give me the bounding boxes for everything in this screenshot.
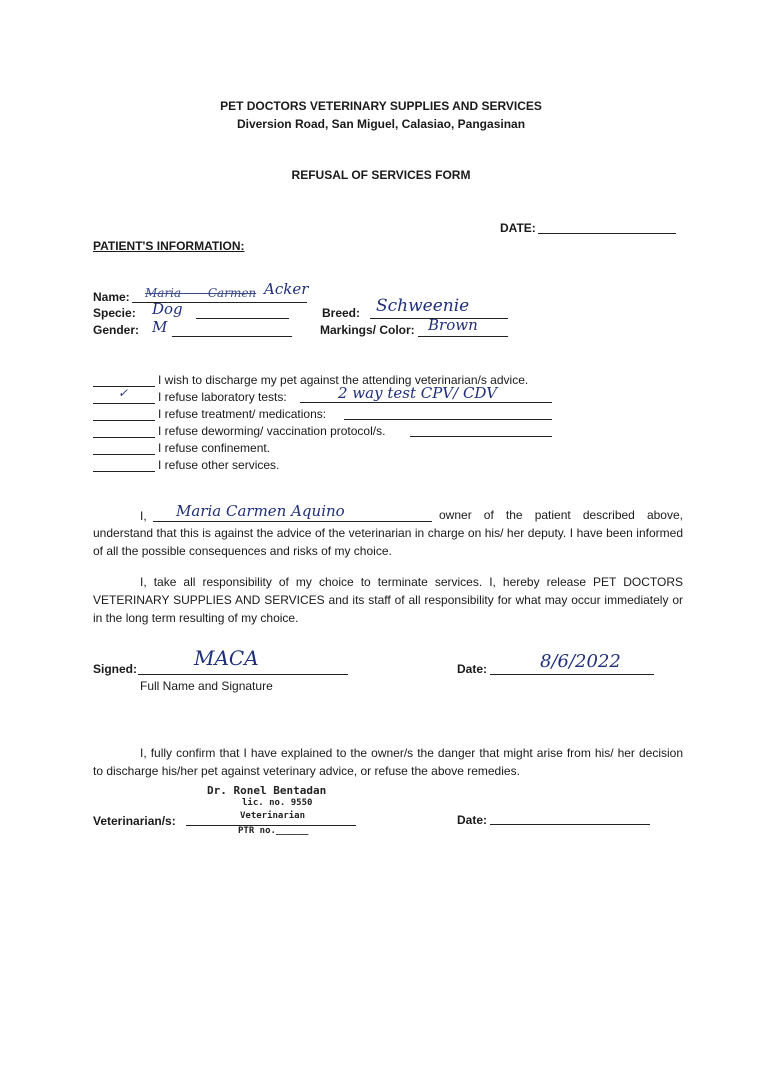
statement-prefix: I, xyxy=(140,509,147,523)
owner-name-value: Maria Carmen Aquino xyxy=(176,502,345,520)
option-blank-3[interactable] xyxy=(93,420,155,421)
form-title: REFUSAL OF SERVICES FORM xyxy=(291,168,471,182)
signature-field[interactable] xyxy=(138,674,348,675)
date-label: DATE: xyxy=(500,221,536,235)
responsibility-text: I, take all responsibility of my choice to terminate services. I, hereby release PET DOCTORS VETERINARY SUPPLIES AND SERVICES and its staff of all responsibility for what may occur immediately or in the long term resulting of my choice. xyxy=(93,575,683,625)
markings-field[interactable] xyxy=(418,336,508,337)
company-name: PET DOCTORS VETERINARY SUPPLIES AND SERVICES xyxy=(220,99,542,113)
option-text-3: I refuse treatment/ medications: xyxy=(158,407,327,421)
breed-label: Breed: xyxy=(322,306,361,320)
signed-date-field[interactable] xyxy=(490,674,654,675)
stamp-title: Veterinarian xyxy=(240,811,306,821)
signature-caption: Full Name and Signature xyxy=(140,679,273,693)
gender-label: Gender: xyxy=(93,323,140,337)
name-label: Name: xyxy=(93,290,130,304)
statement-text: owner of the patient described above, understand that this is against the advice of the veterinarian in charge on his/ her deputy. I have been informed of all the possible consequences and risks of my choice. xyxy=(93,508,683,558)
signed-date-value: 8/6/2022 xyxy=(540,651,621,672)
stamp-name: Dr. Ronel Bentadan xyxy=(207,784,327,797)
signed-label: Signed: xyxy=(93,662,137,676)
treatment-field[interactable] xyxy=(344,419,552,420)
gender-value: M xyxy=(152,318,168,336)
markings-value: Brown xyxy=(428,316,478,334)
crossed-out-name: Maria Carmen xyxy=(145,286,257,300)
option-blank-2[interactable] xyxy=(93,403,155,404)
stamp-license: lic. no. 9550 xyxy=(242,798,313,808)
markings-label: Markings/ Color: xyxy=(320,323,415,337)
veterinarian-label: Veterinarian/s: xyxy=(93,814,176,828)
signed-date-label: Date: xyxy=(457,662,488,676)
option-text-4: I refuse deworming/ vaccination protocol/s. xyxy=(158,424,386,438)
option-blank-6[interactable] xyxy=(93,471,155,472)
lab-tests-field[interactable] xyxy=(300,402,552,403)
option-check-2: ✓ xyxy=(118,386,129,400)
breed-value: Schweenie xyxy=(376,296,470,316)
veterinarian-date-field[interactable] xyxy=(490,824,650,825)
option-text-1: I wish to discharge my pet against the attending veterinarian/s advice. xyxy=(158,373,529,387)
patient-info-heading: PATIENT'S INFORMATION: xyxy=(93,239,245,253)
stamp-ptr: PTR no.______ xyxy=(238,826,309,836)
option-blank-4[interactable] xyxy=(93,437,155,438)
specie-label: Specie: xyxy=(93,306,136,320)
veterinarian-date-label: Date: xyxy=(457,813,488,827)
specie-field-line xyxy=(196,318,289,319)
name-value: Acker xyxy=(264,280,309,298)
option-text-6: I refuse other services. xyxy=(158,458,280,472)
signature-value: MACA xyxy=(194,646,259,670)
gender-field[interactable] xyxy=(172,336,292,337)
company-address: Diversion Road, San Miguel, Calasiao, Pangasinan xyxy=(236,117,526,131)
date-field[interactable] xyxy=(538,233,676,234)
deworming-field[interactable] xyxy=(410,436,552,437)
option-blank-5[interactable] xyxy=(93,454,155,455)
option-text-5: I refuse confinement. xyxy=(158,441,271,455)
confirmation-text: I, fully confirm that I have explained to the owner/s the danger that might arise from his/ her decision to discharge his/her pet against veterinary advice, or refuse the above remedies. xyxy=(93,746,683,778)
specie-value[interactable]: Dog xyxy=(152,300,183,318)
option-text-2: I refuse laboratory tests: xyxy=(158,390,287,404)
lab-tests-value: 2 way test CPV/ CDV xyxy=(338,384,498,402)
